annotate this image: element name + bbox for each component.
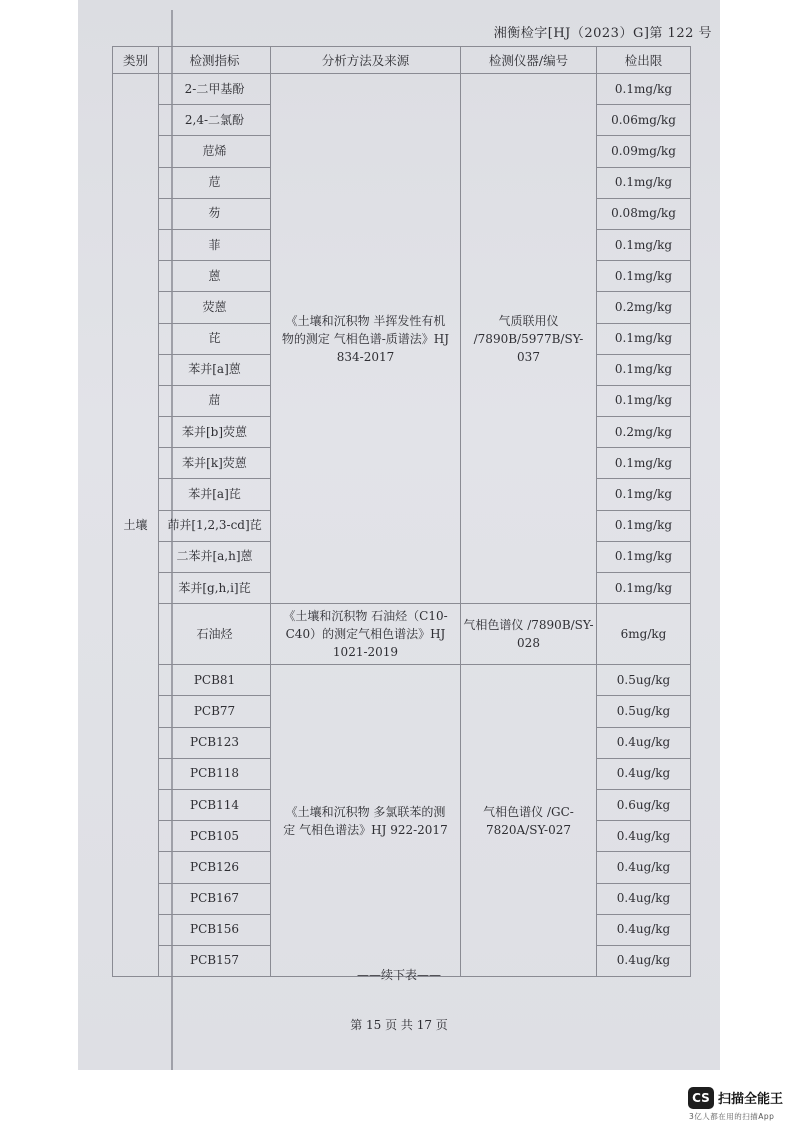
indicator-cell: 苯并[k]荧蒽 — [159, 448, 271, 479]
limit-cell: 0.1mg/kg — [597, 510, 691, 541]
limit-cell: 0.4ug/kg — [597, 945, 691, 976]
limit-cell: 0.1mg/kg — [597, 479, 691, 510]
indicator-cell: 二苯并[a,h]蒽 — [159, 541, 271, 572]
limit-cell: 0.09mg/kg — [597, 136, 691, 167]
continued-note: ——续下表—— — [356, 968, 441, 982]
indicator-cell: 2,4-二氯酚 — [159, 105, 271, 136]
indicator-cell: PCB126 — [159, 852, 271, 883]
limit-cell: 0.4ug/kg — [597, 852, 691, 883]
limit-cell: 0.1mg/kg — [597, 448, 691, 479]
limit-cell: 0.4ug/kg — [597, 821, 691, 852]
scanned-page — [78, 0, 720, 1070]
table-row — [113, 74, 691, 105]
indicator-cell: 2-二甲基酚 — [159, 74, 271, 105]
indicator-cell: 蒽 — [159, 261, 271, 292]
indicator-cell: PCB157 — [159, 945, 271, 976]
limit-cell: 0.06mg/kg — [597, 105, 691, 136]
detection-limits-table — [112, 46, 691, 977]
limit-cell: 0.1mg/kg — [597, 323, 691, 354]
limit-cell: 0.1mg/kg — [597, 541, 691, 572]
indicator-cell: PCB105 — [159, 821, 271, 852]
limit-cell: 0.6ug/kg — [597, 789, 691, 820]
limit-cell: 0.4ug/kg — [597, 883, 691, 914]
method-cell: 《土壤和沉积物 石油烃（C10-C40）的测定气相色谱法》HJ 1021-2019 — [271, 604, 461, 665]
indicator-cell: PCB118 — [159, 758, 271, 789]
limit-cell: 0.1mg/kg — [597, 229, 691, 260]
limit-cell: 0.5ug/kg — [597, 696, 691, 727]
method-cell: 《土壤和沉积物 半挥发性有机物的测定 气相色谱-质谱法》HJ 834-2017 — [271, 74, 461, 604]
indicator-cell: 苯并[a]芘 — [159, 479, 271, 510]
instrument-cell: 气相色谱仪 /GC-7820A/SY-027 — [461, 665, 597, 977]
header-method: 分析方法及来源 — [271, 47, 461, 74]
scanner-tagline: 3亿人都在用的扫描App — [689, 1112, 775, 1121]
indicator-cell: 石油烃 — [159, 604, 271, 665]
report-number: 湘衡检字[HJ（2023）G]第 122 号 — [493, 26, 712, 41]
indicator-cell: PCB81 — [159, 665, 271, 696]
limit-cell: 0.1mg/kg — [597, 261, 691, 292]
table-body — [113, 74, 691, 977]
indicator-cell: PCB167 — [159, 883, 271, 914]
indicator-cell: 苯并[b]荧蒽 — [159, 417, 271, 448]
indicator-cell: 䓛 — [159, 385, 271, 416]
indicator-cell: PCB123 — [159, 727, 271, 758]
instrument-cell: 气相色谱仪 /7890B/SY-028 — [461, 604, 597, 665]
limit-cell: 0.4ug/kg — [597, 727, 691, 758]
category-cell: 土壤 — [113, 74, 159, 977]
indicator-cell: 苊 — [159, 167, 271, 198]
scanner-logo: CS — [688, 1087, 714, 1109]
header-instrument: 检测仪器/编号 — [461, 47, 597, 74]
header-category: 类别 — [113, 47, 159, 74]
indicator-cell: 芴 — [159, 198, 271, 229]
limit-cell: 0.4ug/kg — [597, 758, 691, 789]
indicator-cell: 茚并[1,2,3-cd]芘 — [159, 510, 271, 541]
limit-cell: 0.1mg/kg — [597, 167, 691, 198]
instrument-cell: 气质联用仪 /7890B/5977B/SY-037 — [461, 74, 597, 604]
method-cell: 《土壤和沉积物 多氯联苯的测定 气相色谱法》HJ 922-2017 — [271, 665, 461, 977]
page-footer: 第 15 页 共 17 页 — [350, 1018, 448, 1032]
table-row — [113, 665, 691, 696]
header-indicator: 检测指标 — [159, 47, 271, 74]
indicator-cell: 荧蒽 — [159, 292, 271, 323]
indicator-cell: PCB77 — [159, 696, 271, 727]
limit-cell: 0.1mg/kg — [597, 74, 691, 105]
limit-cell: 0.1mg/kg — [597, 354, 691, 385]
indicator-cell: 苯并[a]蒽 — [159, 354, 271, 385]
limit-cell: 0.08mg/kg — [597, 198, 691, 229]
scanner-app-name: 扫描全能王 — [718, 1092, 784, 1107]
limit-cell: 0.2mg/kg — [597, 292, 691, 323]
indicator-cell: 芘 — [159, 323, 271, 354]
table-row — [113, 604, 691, 665]
limit-cell: 6mg/kg — [597, 604, 691, 665]
indicator-cell: 苊烯 — [159, 136, 271, 167]
indicator-cell: PCB156 — [159, 914, 271, 945]
limit-cell: 0.1mg/kg — [597, 385, 691, 416]
limit-cell: 0.1mg/kg — [597, 573, 691, 604]
header-limit: 检出限 — [597, 47, 691, 74]
table-header-row — [113, 47, 691, 74]
indicator-cell: 菲 — [159, 229, 271, 260]
limit-cell: 0.4ug/kg — [597, 914, 691, 945]
limit-cell: 0.2mg/kg — [597, 417, 691, 448]
indicator-cell: 苯并[g,h,i]芘 — [159, 573, 271, 604]
indicator-cell: PCB114 — [159, 789, 271, 820]
limit-cell: 0.5ug/kg — [597, 665, 691, 696]
